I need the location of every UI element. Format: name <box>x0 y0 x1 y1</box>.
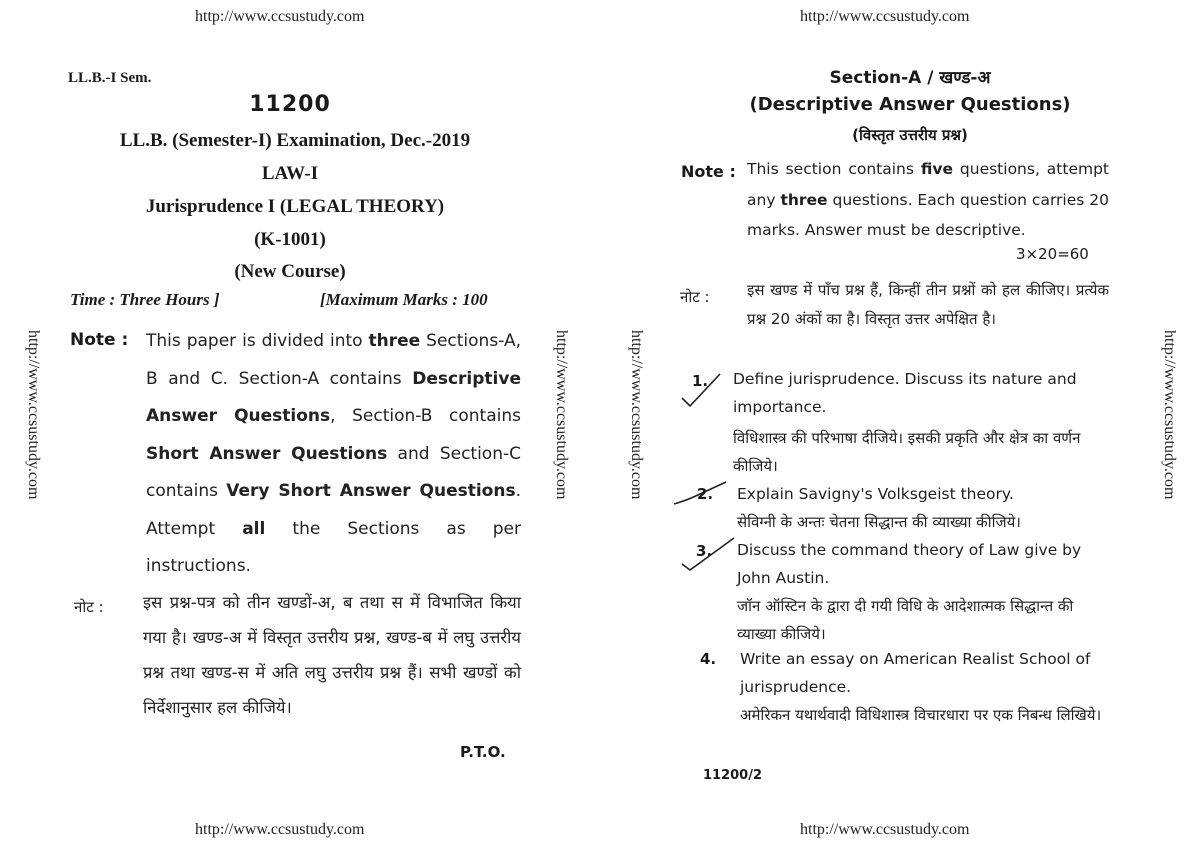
time-label: Time : Three Hours ] <box>70 290 220 309</box>
watermark-side-3: http://www.ccsustudy.com <box>628 330 645 500</box>
watermark-side-2: http://www.ccsustudy.com <box>553 330 570 500</box>
course-type: (New Course) <box>234 261 346 282</box>
question-4-en: Write an essay on American Realist School of jurisprudence. <box>740 650 1091 696</box>
section-subtitle-hindi: (विस्तृत उत्तरीय प्रश्न) <box>852 126 968 144</box>
question-3-hi: जॉन ऑस्टिन के द्वारा दी गयी विधि के आदेशात्मक सिद्धान्त की व्याख्या कीजिये। <box>737 597 1074 643</box>
hindi-note: इस खण्ड में पाँच प्रश्न हैं, किन्हीं तीन प्रश्नों को हल कीजिए। प्रत्येक प्रश्न 20 अंकों का है। विस्तृत उत्तर अपेक्षित है। <box>747 281 1109 328</box>
paper-code: 11200 <box>249 92 331 117</box>
question-1-en: Define jurisprudence. Discuss its nature and importance. <box>733 370 1077 416</box>
note-seg: This paper is divided into <box>146 331 369 351</box>
hindi-note: इस प्रश्न-पत्र को तीन खण्डों-अ, ब तथा स में विभाजित किया गया है। खण्ड-अ में विस्तृत उत्तरीय प्रश्न, खण्ड-ब में लघु उत्तरीय प्रश्न तथा खण्ड-स में अति लघु उत्तरीय प्रश्न हैं। सभी खण्डों को निर्देशानुसार हल कीजिये। <box>143 593 521 717</box>
right-page <box>600 0 1200 849</box>
question-number: 4. <box>700 650 717 668</box>
max-marks: [Maximum Marks : 100 <box>320 290 488 309</box>
note-seg: This section contains <box>747 160 921 178</box>
note-label: Note : <box>70 330 129 350</box>
section-title: Section-A / खण्ड-अ <box>829 68 991 88</box>
question-2-en: Explain Savigny's Volksgeist theory. <box>737 485 1014 503</box>
note-bold: three <box>780 190 828 209</box>
subject: LAW-I <box>261 163 319 184</box>
note-bold: Very Short Answer Questions <box>226 481 516 501</box>
note-text <box>747 154 1109 246</box>
question-2-hi: सेविग्नी के अन्तः चेतना सिद्धान्त की व्याख्या कीजिये। <box>737 513 1021 531</box>
paper-name: Jurisprudence I (LEGAL THEORY) <box>145 196 445 217</box>
note-bold: all <box>242 518 266 539</box>
question-number: 1. <box>692 372 709 390</box>
watermark-bottom-left: http://www.ccsustudy.com <box>195 821 365 838</box>
tick-mark <box>676 370 726 410</box>
watermark-top-right: http://www.ccsustudy.com <box>800 8 970 25</box>
note-seg: questions, attempt any <box>747 160 1109 209</box>
note-seg: the Sections as per instructions. <box>146 518 522 576</box>
exam-title: LL.B. (Semester-I) Examination, Dec.-2019 <box>119 130 471 151</box>
note-bold: Short Answer Questions <box>146 443 388 464</box>
note-seg: Sections-A, B and C. Section-A contains <box>146 331 521 389</box>
note-bold: three <box>368 331 421 351</box>
watermark-side-1: http://www.ccsustudy.com <box>25 330 42 500</box>
watermark-top-left: http://www.ccsustudy.com <box>195 8 365 25</box>
tick-mark <box>678 536 738 576</box>
marks-total: 3×20=60 <box>1016 245 1089 263</box>
watermark-side-4: http://www.ccsustudy.com <box>1161 330 1178 500</box>
question-number: 3. <box>696 542 713 560</box>
question-number: 2. <box>697 485 714 503</box>
hindi-note-label: नोट : <box>74 598 104 616</box>
semester-tag: LL.B.-I Sem. <box>68 70 152 86</box>
course-code: (K-1001) <box>254 229 326 250</box>
section-subtitle: (Descriptive Answer Questions) <box>749 94 1071 115</box>
note-bold: Descriptive Answer Questions <box>146 368 521 426</box>
hindi-note-label: नोट : <box>680 288 710 306</box>
note-seg: and Section-C contains <box>146 443 521 501</box>
note-seg: . Attempt <box>146 481 521 539</box>
pto: P.T.O. <box>460 743 506 761</box>
tick-mark <box>670 480 730 510</box>
question-4-hi: अमेरिकन यथार्थवादी विधिशास्त्र विचारधारा पर एक निबन्ध लिखिये। <box>740 706 1102 724</box>
watermark-bottom-right: http://www.ccsustudy.com <box>800 821 970 838</box>
note-seg: questions. Each question carries 20 marks. Answer must be descriptive. <box>747 190 1110 239</box>
question-1-hi: विधिशास्त्र की परिभाषा दीजिये। इसकी प्रकृति और क्षेत्र का वर्णन कीजिये। <box>733 429 1081 475</box>
footer-code: 11200/2 <box>703 768 763 783</box>
note-bold: five <box>920 160 953 178</box>
note-seg: , Section-B contains <box>330 406 521 426</box>
note-label: Note : <box>681 162 736 181</box>
note-text <box>146 323 521 586</box>
question-3-en: Discuss the command theory of Law give by John Austin. <box>737 541 1082 587</box>
